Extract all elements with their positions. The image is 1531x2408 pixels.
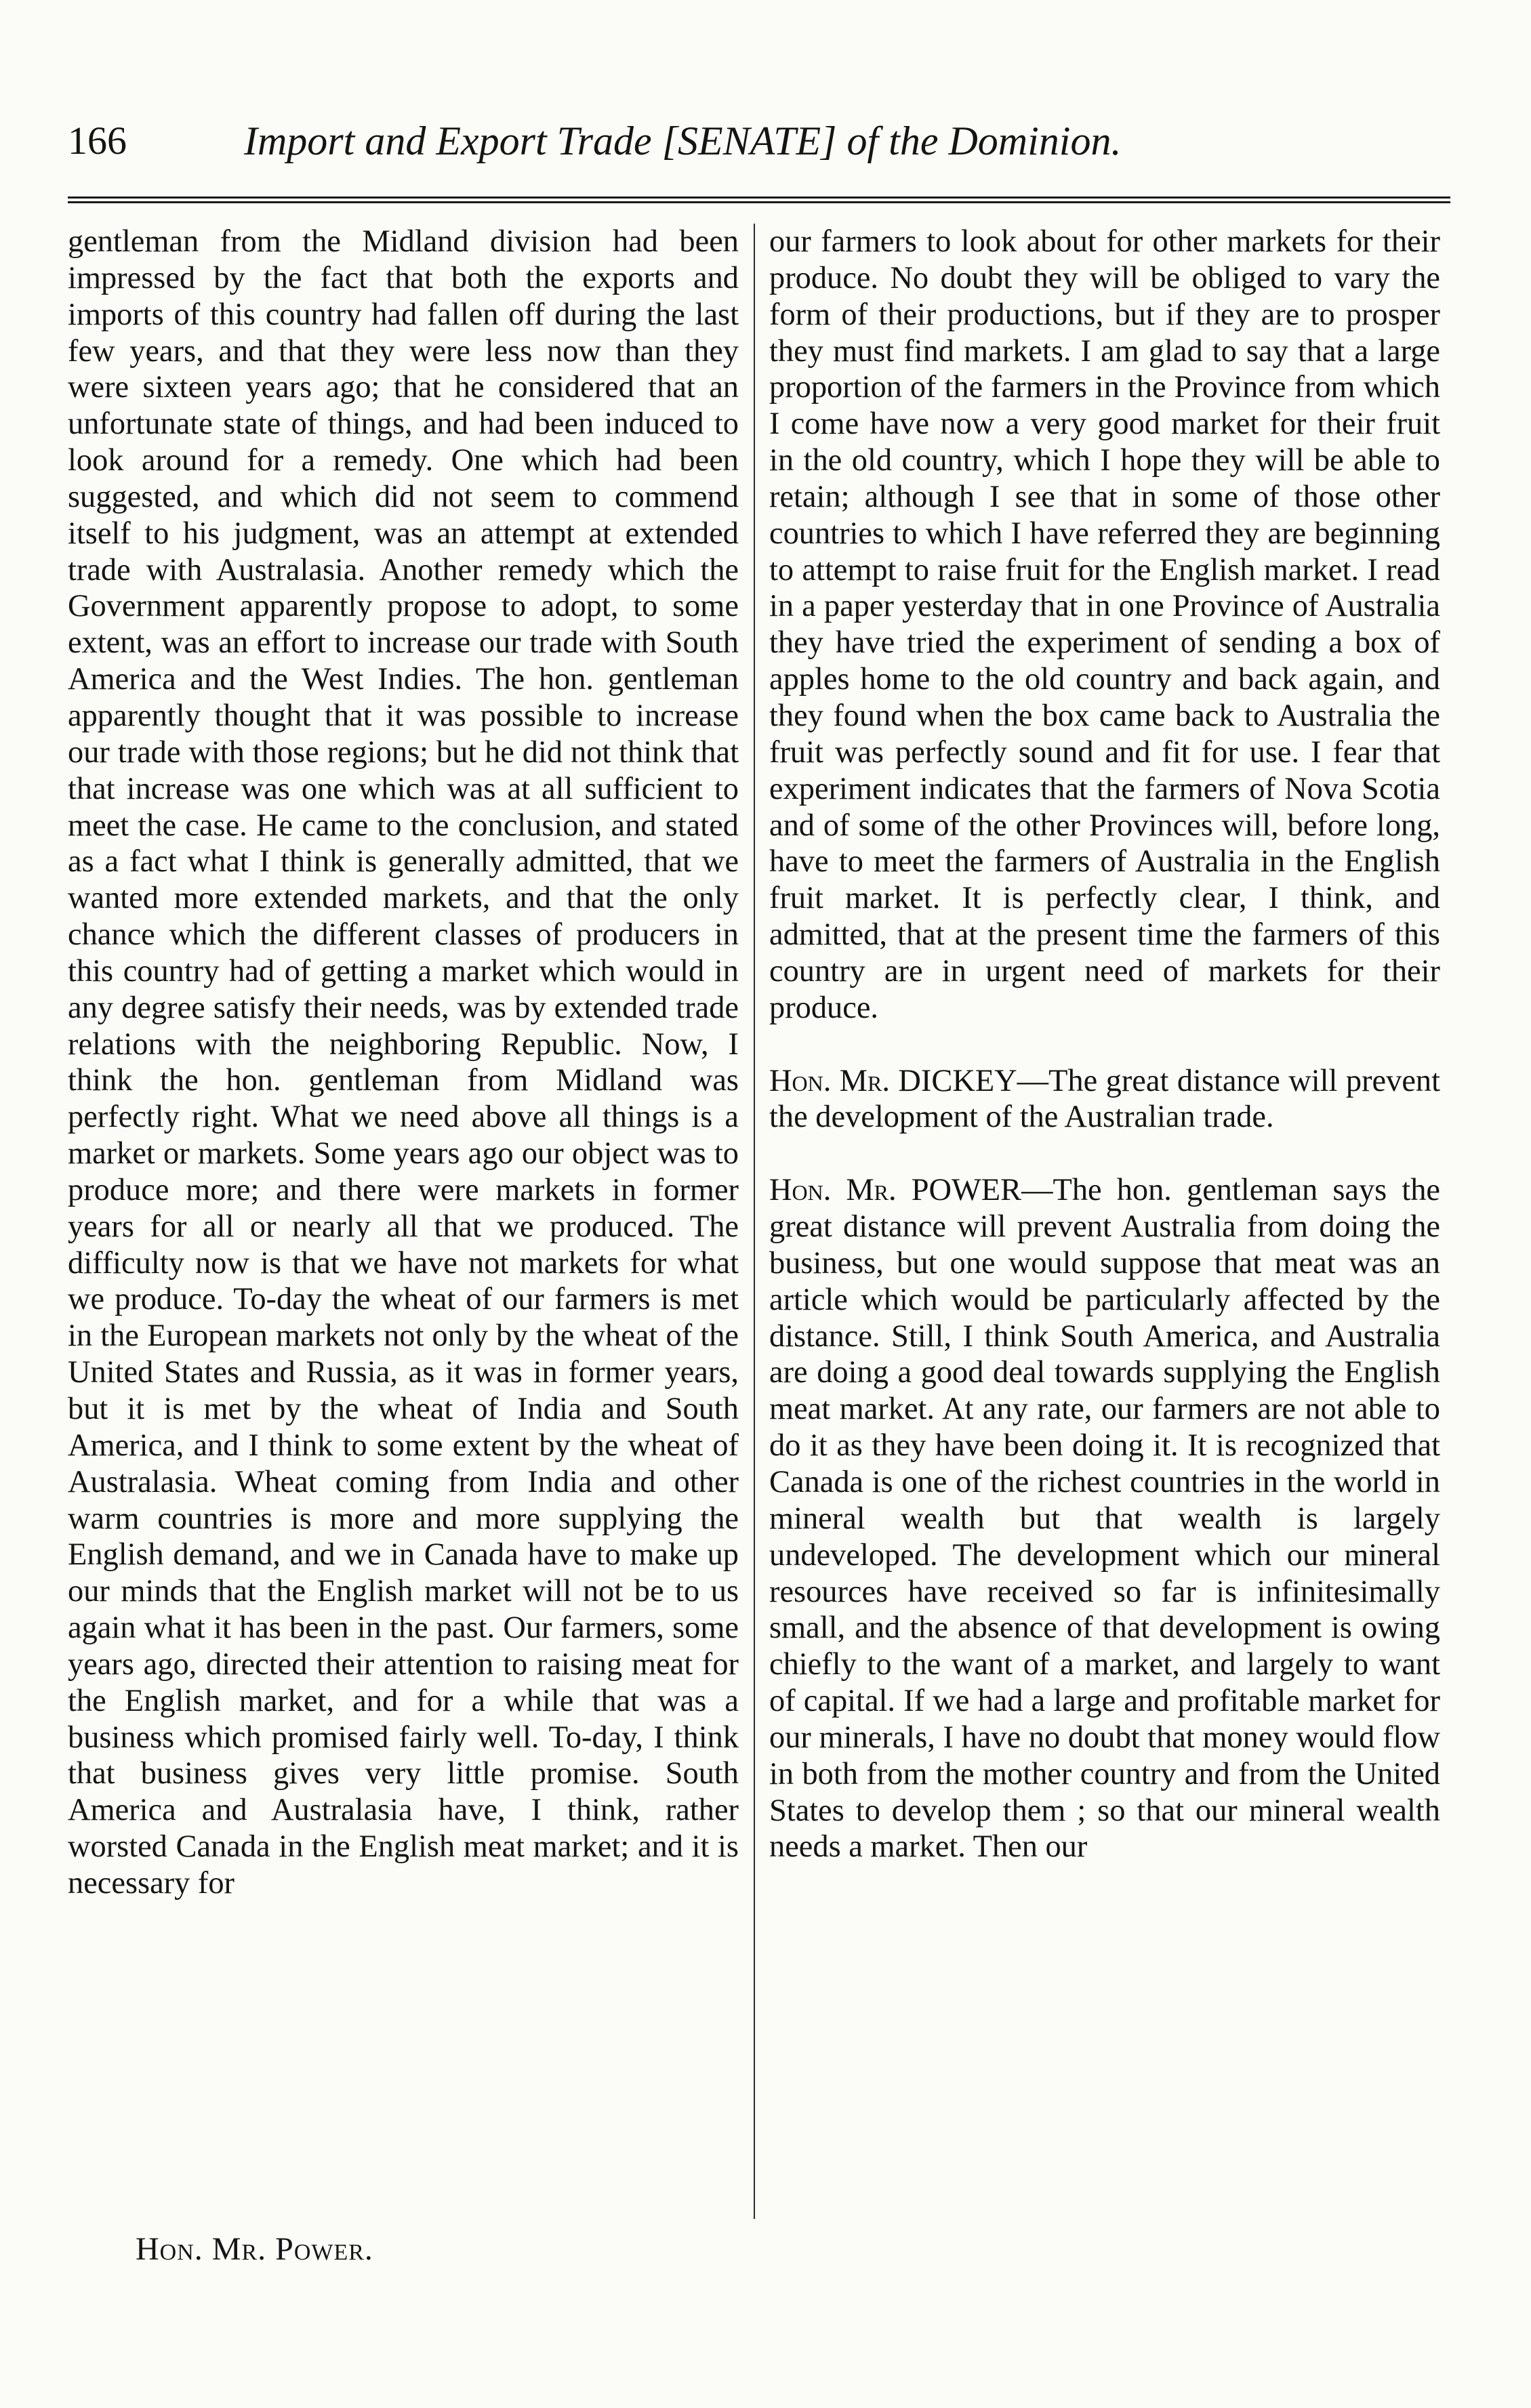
left-column-text: gentleman from the Midland division had been impressed by the fact that both the exports and imports of this country had fallen off during the last few years, and that they were less now than they were sixteen years ago; that he considered that an unfortunate state of things, and had been induced to look around for a remedy. One which had been suggested, and which did not seem to commend itself to his judgment, was an attempt at extended trade with Australasia. Another remedy which the Government apparently propose to adopt, to some extent, was an effort to increase our trade with South America and the West Indies. The hon. gentleman apparently thought that it was possible to increase our trade with those regions; but he did not think that that increase was one which was at all sufficient to meet the case. He came to the conclusion, and stated as a fact what I think is generally admitted, that we wanted more extended markets, and that the only chance which the different classes of producers in this country had of getting a market which would in any degree satisfy their needs, was by extended trade relations with the neighboring Republic. Now, I think the hon. gentleman from Midland was perfectly right. What we need above all things is a market or markets. Some years ago our object was to produce more; and there were markets in former years for all or nearly all that we produced. The difficulty now is that we have not markets for what we produce. To-day the wheat of our farmers is met in the European markets not only by the wheat of the United States and Russia, as it was in former years, but it is met by the wheat of India and South America, and I think to some extent by the wheat of Australasia. Wheat coming from India and other warm countries is more and more supplying the English demand, and we in Canada have to make up our minds that the English market will not be to us again what it has been in the past. Our farmers, some years ago, directed their attention to raising meat for the English market, and for a while that was a business which promised fairly well. To-day, I think that business gives very little promise. South America and Australasia have, I think, rather worsted Canada in the English meat market; and it is necessary for xyxy=(68,224,739,1901)
footer-speaker: Hon. Mr. Power. xyxy=(136,2231,373,2267)
speaker-power: Hon. Mr. POWER xyxy=(769,1173,1022,1208)
page-header xyxy=(68,114,1464,168)
power-text: —The hon. gentleman says the great distance will prevent Australia from doing the business, but one would suppose that meat was an article which would be particularly affected by the distance. Still, I think South America, and Australia are doing a good deal towards supplying the English meat market. At any rate, our farmers are not able to do it as they have been doing it. It is recognized that Canada is one of the richest countries in the world in mineral wealth but that wealth is largely undeveloped. The development which our mineral resources have received so far is infinitesimally small, and the absence of that development is owing chiefly to the want of a market, and largely to want of capital. If we had a large and profitable market for our minerals, I have no doubt that money would flow in both from the mother country and from the United States to develop them ; so that our mineral wealth needs a market. Then our xyxy=(769,1173,1440,1865)
paragraph-power xyxy=(769,1172,1440,1865)
left-column xyxy=(68,224,739,1902)
paragraph-dickey xyxy=(769,1063,1440,1136)
header-rule-bottom xyxy=(68,201,1450,203)
right-column xyxy=(769,224,1440,1865)
dickey-text: —The great distance will prevent the development of the Australian trade. xyxy=(769,1063,1441,1135)
running-title: Import and Export Trade [SENATE] of the Dominion. xyxy=(244,119,1122,163)
page-number: 166 xyxy=(68,119,127,163)
speaker-dickey: Hon. Mr. DICKEY xyxy=(769,1063,1017,1098)
header-rule-top xyxy=(68,196,1450,199)
column-divider xyxy=(754,224,755,2219)
paragraph-farmers: our farmers to look about for other markets for their produce. No doubt they will be obliged to vary the form of their productions, but if they are to prosper they must find markets. I am glad to say that a large proportion of the farmers in the Province from which I come have now a very good market for their fruit in the old country, which I hope they will be able to retain; although I see that in some of those other countries to which I have referred they are beginning to attempt to raise fruit for the English market. I read in a paper yesterday that in one Province of Australia they have tried the experiment of sending a box of apples home to the old country and back again, and they found when the box came back to Australia the fruit was perfectly sound and fit for use. I fear that experiment indicates that the farmers of Nova Scotia and of some of the other Provinces will, before long, have to meet the farmers of Australia in the English fruit market. It is perfectly clear, I think, and admitted, that at the present time the farmers of this country are in urgent need of markets for their produce. xyxy=(769,224,1440,1025)
